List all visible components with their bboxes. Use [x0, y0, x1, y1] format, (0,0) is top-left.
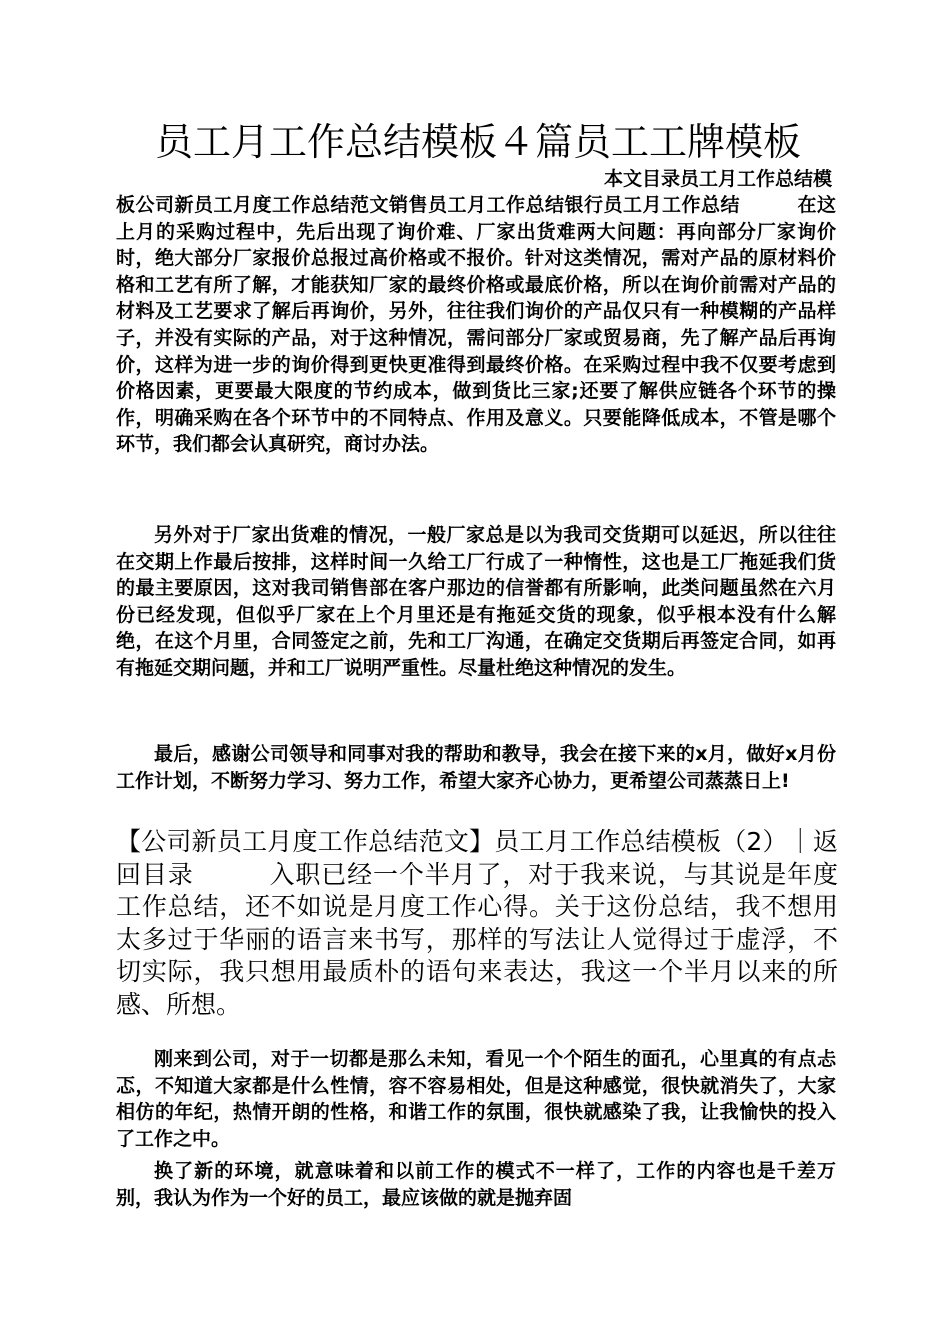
section-2-intro [116, 826, 838, 1021]
page-title: 员工月工作总结模板４篇员工工牌模板 [154, 120, 801, 164]
paragraph-6: 换了新的环境，就意味着和以前工作的模式不一样了，工作的内容也是千差万别，我认为作为一个好的员工，最应该做的就是抛弃固 [116, 1160, 836, 1209]
paragraph-4: 入职已经一个半月了，对于我来说，与其说是年度工作总结，还不如说是月度工作心得。关于这份总结，我不想用太多过于华丽的语言来书写，那样的写法让人觉得过于虚浮，不切实际，我只想用最质朴的语句来表达，我这一个半月以来的所感、所想。 [116, 859, 838, 1019]
toc-text: 板公司新员工月度工作总结范文销售员工月工作总结银行员工月工作总结 [116, 194, 740, 216]
toc-heading: 本文目录员工月工作总结模 [603, 168, 832, 190]
paragraph-2: 另外对于厂家出货难的情况，一般厂家总是以为我司交货期可以延迟，所以往往在交期上作最后按排，这样时间一久给工厂行成了一种惰性，这也是工厂拖延我们货的最主要原因，这对我司销售部在客户那边的信誉都有所影响，此类问题虽然在六月份已经发现，但似乎厂家在上个月里还是有拖延交货的现象，似乎根本没有什么解绝，在这个月里，合同签定之前，先和工厂沟通，在确定交货期后再签定合同，如再有拖延交期问题，并和工厂说明严重性。尽量杜绝这种情况的发生。 [116, 524, 836, 679]
paragraph-5: 刚来到公司，对于一切都是那么未知，看见一个个陌生的面孔，心里真的有点忐忑，不知道大家都是什么性情，容不容易相处，但是这种感觉，很快就消失了，大家相仿的年纪，热情开朗的性格，和谐工作的氛围，很快就感染了我，让我愉快的投入了工作之中。 [116, 1048, 836, 1150]
paragraph-1: 在这上月的采购过程中，先后出现了询价难、厂家出货难两大问题：再向部分厂家询价时，绝大部分厂家报价总报过高价格或不报价。针对这类情况，需对产品的原材料价格和工艺有所了解，才能获知厂家的最终价格或最底价格，所以在询价前需对产品的材料及工艺要求了解后再询价，另外，往往我们询价的产品仅只有一种模糊的产品样子，并没有实际的产品，对于这种情况，需问部分厂家或贸易商，先了解产品后再询价，这样为进一步的询价得到更快更准得到最终价格。在采购过程中我不仅要考虑到价格因素，更要最大限度的节约成本，做到货比三家;还要了解供应链各个环节的操作，明确采购在各个环节中的不同特点、作用及意义。只要能降低成本，不管是哪个环节，我们都会认真研究，商讨办法。 [116, 194, 836, 456]
paragraph-3: 最后，感谢公司领导和同事对我的帮助和教导，我会在接下来的x月，做好x月份工作计划，不断努力学习、努力工作，希望大家齐心协力，更希望公司蒸蒸日上! [116, 743, 836, 792]
toc-and-first-paragraph [116, 192, 836, 458]
section-2-heading: 【公司新员工月度工作总结范文】员工月工作总结模板（2）｜返回目录 [116, 827, 838, 889]
